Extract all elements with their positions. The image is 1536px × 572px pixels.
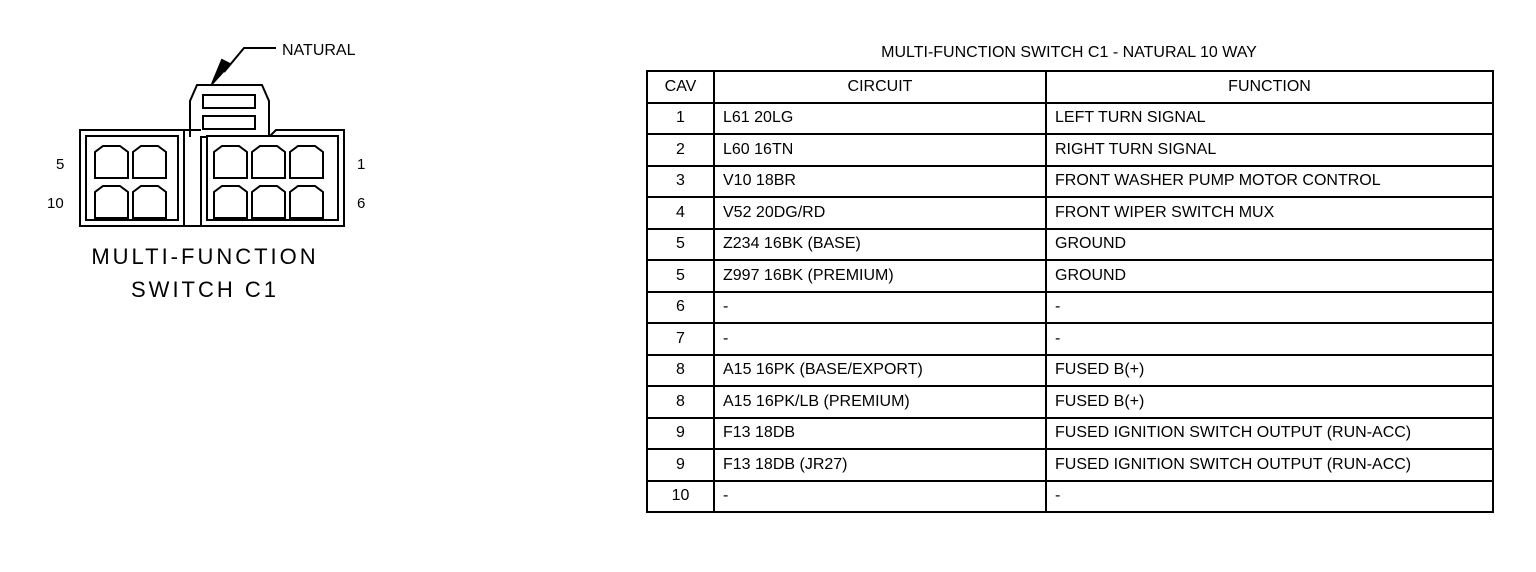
table-row [647, 103, 1493, 135]
cell-function: - [1046, 323, 1493, 355]
cell-circuit: F13 18DB [714, 418, 1046, 450]
table-row [647, 166, 1493, 198]
table-row [647, 418, 1493, 450]
cell-cav: 5 [647, 229, 714, 261]
natural-leader-arrow [212, 48, 276, 84]
cell-circuit: Z234 16BK (BASE) [714, 229, 1046, 261]
cell-function: FUSED IGNITION SWITCH OUTPUT (RUN-ACC) [1046, 418, 1493, 450]
cell-cav: 2 [647, 134, 714, 166]
connector-caption-line1: MULTI-FUNCTION [91, 244, 319, 269]
cell-function: FUSED B(+) [1046, 386, 1493, 418]
connector-diagram [0, 0, 420, 320]
table-header-row [647, 71, 1493, 103]
header-cav: CAV [647, 71, 714, 103]
table-row [647, 323, 1493, 355]
table-title: MULTI-FUNCTION SWITCH C1 - NATURAL 10 WAY [881, 44, 1257, 61]
cell-circuit: A15 16PK/LB (PREMIUM) [714, 386, 1046, 418]
cell-circuit: - [714, 323, 1046, 355]
cell-circuit: Z997 16BK (PREMIUM) [714, 260, 1046, 292]
pinout-table [646, 70, 1494, 513]
cell-cav: 5 [647, 260, 714, 292]
cavity-label-1: 1 [357, 156, 366, 173]
cell-function: GROUND [1046, 260, 1493, 292]
table-row [647, 260, 1493, 292]
cell-function: GROUND [1046, 229, 1493, 261]
connector-color-label: NATURAL [282, 42, 356, 59]
table-row [647, 134, 1493, 166]
cell-function: FRONT WIPER SWITCH MUX [1046, 197, 1493, 229]
cell-function: LEFT TURN SIGNAL [1046, 103, 1493, 135]
table-row [647, 449, 1493, 481]
table-row [647, 386, 1493, 418]
cell-circuit: L60 16TN [714, 134, 1046, 166]
cell-circuit: L61 20LG [714, 103, 1046, 135]
cell-circuit: - [714, 292, 1046, 324]
connector-caption-line2: SWITCH C1 [131, 277, 279, 302]
cell-function: - [1046, 481, 1493, 513]
cell-cav: 9 [647, 449, 714, 481]
cell-cav: 9 [647, 418, 714, 450]
cell-cav: 4 [647, 197, 714, 229]
cell-cav: 6 [647, 292, 714, 324]
cavity-label-5: 5 [56, 156, 65, 173]
table-row [647, 355, 1493, 387]
cell-circuit: A15 16PK (BASE/EXPORT) [714, 355, 1046, 387]
cell-cav: 8 [647, 386, 714, 418]
cell-function: FRONT WASHER PUMP MOTOR CONTROL [1046, 166, 1493, 198]
cell-cav: 10 [647, 481, 714, 513]
cell-function: RIGHT TURN SIGNAL [1046, 134, 1493, 166]
table-row [647, 292, 1493, 324]
cell-circuit: V10 18BR [714, 166, 1046, 198]
table-row [647, 481, 1493, 513]
cell-function: FUSED IGNITION SWITCH OUTPUT (RUN-ACC) [1046, 449, 1493, 481]
connector-drawing [0, 0, 420, 320]
cell-circuit: V52 20DG/RD [714, 197, 1046, 229]
cell-cav: 1 [647, 103, 714, 135]
cell-cav: 3 [647, 166, 714, 198]
cavity-label-6: 6 [357, 195, 366, 212]
cell-circuit: F13 18DB (JR27) [714, 449, 1046, 481]
table-row [647, 229, 1493, 261]
cell-cav: 8 [647, 355, 714, 387]
cell-cav: 7 [647, 323, 714, 355]
header-function: FUNCTION [1046, 71, 1493, 103]
cell-circuit: - [714, 481, 1046, 513]
table-row [647, 197, 1493, 229]
cell-function: FUSED B(+) [1046, 355, 1493, 387]
header-circuit: CIRCUIT [714, 71, 1046, 103]
cell-function: - [1046, 292, 1493, 324]
cavity-label-10: 10 [47, 195, 64, 212]
